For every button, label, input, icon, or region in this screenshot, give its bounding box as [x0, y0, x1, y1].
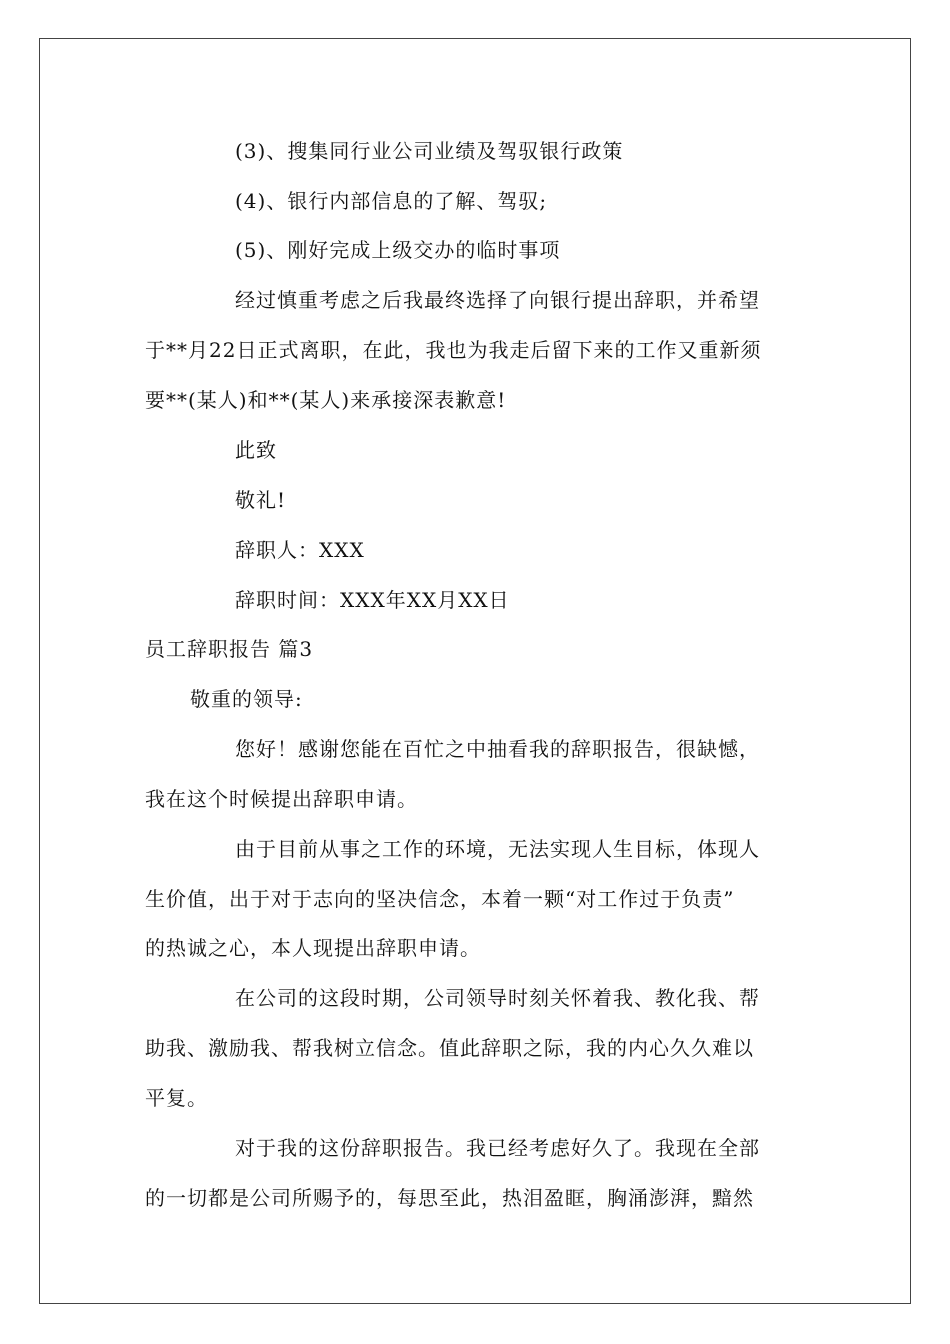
paragraph-line: 经过慎重考虑之后我最终选择了向银行提出辞职，并希望 — [235, 288, 760, 312]
section-heading: 员工辞职报告 篇3 — [145, 637, 314, 661]
closing-line: 此致 — [235, 438, 277, 462]
page-border — [39, 38, 911, 1304]
paragraph-line: 平复。 — [145, 1086, 208, 1110]
list-item-5: (5)、刚好完成上级交办的临时事项 — [235, 238, 561, 262]
paragraph-line: 您好！感谢您能在百忙之中抽看我的辞职报告，很缺憾， — [235, 737, 760, 761]
paragraph-line: 我在这个时候提出辞职申请。 — [145, 787, 418, 811]
list-item-3: (3)、搜集同行业公司业绩及驾驭银行政策 — [235, 139, 624, 163]
paragraph-line: 在公司的这段时期，公司领导时刻关怀着我、教化我、帮 — [235, 986, 760, 1010]
paragraph-line: 助我、激励我、帮我树立信念。值此辞职之际，我的内心久久难以 — [145, 1036, 754, 1060]
signer-line: 辞职人：XXX — [235, 538, 365, 562]
salutation-line: 敬礼! — [235, 488, 287, 512]
list-item-4: (4)、银行内部信息的了解、驾驭; — [235, 189, 548, 213]
date-line: 辞职时间：XXX年XX月XX日 — [235, 588, 510, 612]
paragraph-line: 生价值，出于对于志向的坚决信念，本着一颗“对工作过于负责” — [145, 887, 735, 911]
paragraph-line: 于**月22日正式离职，在此，我也为我走后留下来的工作又重新须 — [145, 338, 762, 362]
paragraph-line: 要**(某人)和**(某人)来承接深表歉意! — [145, 388, 507, 412]
paragraph-line: 由于目前从事之工作的环境，无法实现人生目标，体现人 — [235, 837, 760, 861]
paragraph-line: 的热诚之心，本人现提出辞职申请。 — [145, 936, 481, 960]
paragraph-line: 的一切都是公司所赐予的，每思至此，热泪盈眶，胸涌澎湃，黯然 — [145, 1186, 754, 1210]
greeting-line: 敬重的领导: — [190, 687, 303, 711]
paragraph-line: 对于我的这份辞职报告。我已经考虑好久了。我现在全部 — [235, 1136, 760, 1160]
